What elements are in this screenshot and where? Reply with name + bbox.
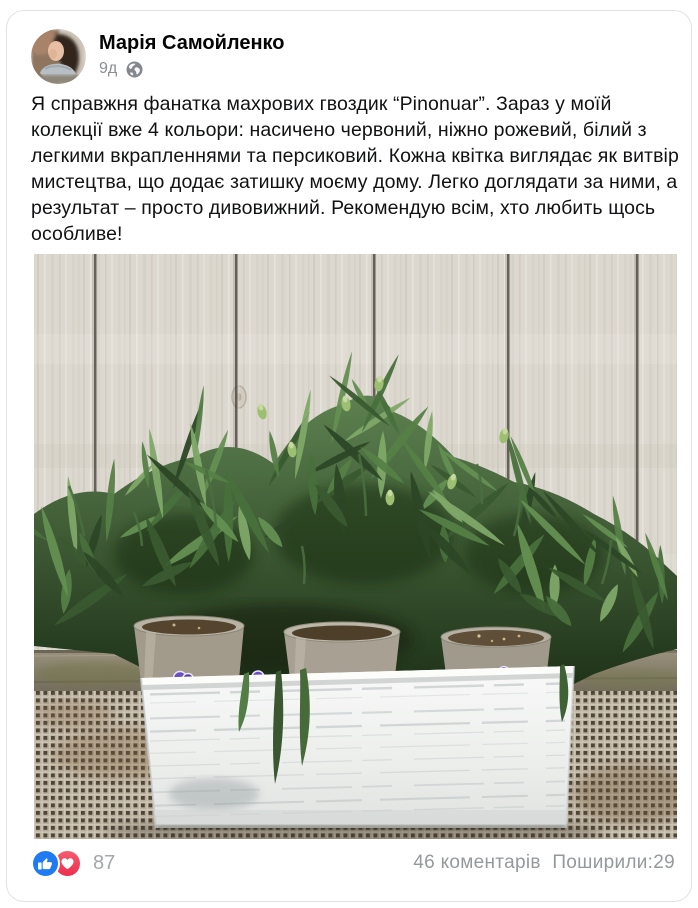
like-thumb-icon[interactable] <box>31 849 60 878</box>
post-stats <box>413 852 675 874</box>
comments-count[interactable]: 46 коментарів <box>413 852 541 873</box>
header-text <box>99 29 285 78</box>
avatar[interactable] <box>31 29 86 84</box>
shares-count[interactable]: Поширили:29 <box>552 852 675 873</box>
globe-icon <box>126 61 143 78</box>
post-text: Я справжня фанатка махрових гвоздик “Pinonuar”. Зараз у моїй колекції вже 4 кольори: насичено червоний, ніжно рожевий, білий з легкими вкрапленнями та персиковий. Кожна квітка виглядає як витвір мистецтва, що додає затишку моєму дому. Легко доглядати за ними, а результат – просто дивовижний. Рекомендую всім, хто любить щось особливе! <box>31 93 679 245</box>
reaction-count[interactable]: 87 <box>93 851 116 874</box>
timestamp[interactable]: 9д <box>99 60 118 77</box>
post-header <box>31 29 285 84</box>
planter-box <box>141 666 574 830</box>
author-name[interactable]: Марія Самойленко <box>99 32 285 54</box>
post-meta <box>99 60 285 78</box>
post-card <box>6 10 692 902</box>
reactions-group <box>31 849 115 878</box>
post-photo[interactable] <box>34 254 677 839</box>
post-footer <box>31 847 675 879</box>
